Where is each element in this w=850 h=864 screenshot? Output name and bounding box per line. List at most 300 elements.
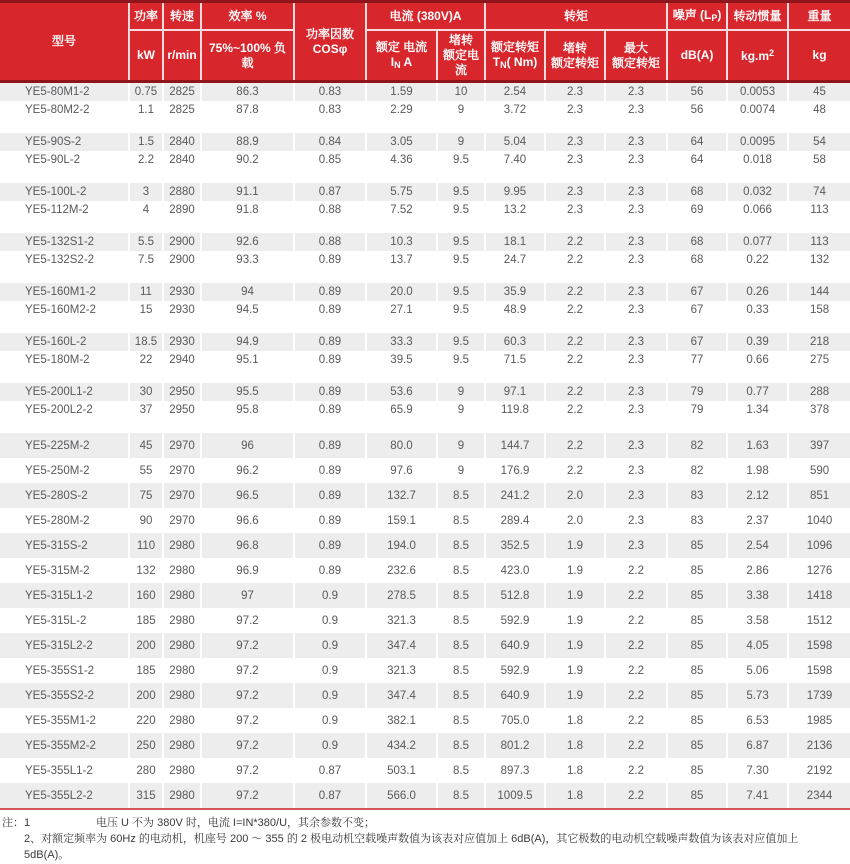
value-cell: 0.89	[295, 558, 367, 583]
value-cell: 2825	[164, 101, 202, 119]
value-cell: 3	[130, 183, 164, 201]
value-cell: 321.3	[367, 658, 438, 683]
value-cell: 37	[130, 401, 164, 419]
value-cell: 160	[130, 583, 164, 608]
model-cell: YE5-315M-2	[0, 558, 130, 583]
model-cell: YE5-355L1-2	[0, 758, 130, 783]
value-cell: 1.9	[546, 658, 606, 683]
value-cell: 5.5	[130, 233, 164, 251]
value-cell: 2.2	[546, 333, 606, 351]
model-cell: YE5-315L2-2	[0, 633, 130, 658]
value-cell: 2.2	[606, 783, 668, 808]
value-cell: 68	[668, 251, 728, 269]
value-cell: 378	[809, 404, 830, 416]
value-cell: 2980	[164, 733, 202, 758]
value-cell: 0.0053	[728, 83, 789, 101]
value-cell: 2880	[164, 183, 202, 201]
value-cell: 7.40	[486, 151, 546, 169]
model-cell: YE5-355L2-2	[0, 783, 130, 808]
model-cell: YE5-160M2-2	[0, 301, 130, 319]
model-cell: YE5-225M-2	[0, 433, 130, 458]
value-cell: 592.9	[486, 658, 546, 683]
value-cell: 75	[130, 483, 164, 508]
model-cell: YE5-112M-2	[0, 201, 130, 219]
value-cell: 67	[668, 301, 728, 319]
footnote-2	[2, 832, 844, 864]
model-cell: YE5-80M2-2	[0, 101, 130, 119]
value-cell: 434.2	[367, 733, 438, 758]
model-cell: YE5-355M1-2	[0, 708, 130, 733]
table-row	[0, 301, 850, 319]
col-header-locked-rotor-current: 堵转 额定电流	[438, 31, 486, 80]
model-cell: YE5-200L1-2	[0, 383, 130, 401]
value-cell: 2.3	[606, 301, 668, 319]
value-cell: 185	[130, 658, 164, 683]
value-cell: 397	[789, 433, 850, 458]
col-group-current: 电流 (380V)A	[367, 3, 486, 31]
value-cell: 9.5	[438, 183, 486, 201]
model-cell: YE5-355S2-2	[0, 683, 130, 708]
value-cell: 1096	[789, 533, 850, 558]
table-row	[0, 201, 850, 219]
value-cell: 97.1	[486, 383, 546, 401]
value-cell: 18.1	[486, 233, 546, 251]
col-group-torque: 转矩	[486, 3, 668, 31]
value-cell: 2.3	[546, 101, 606, 119]
unit-weight-kg: kg	[789, 31, 850, 80]
model-cell: YE5-180M-2	[0, 351, 130, 369]
value-cell: 11	[130, 283, 164, 301]
value-cell: 97.6	[367, 458, 438, 483]
table-row	[0, 283, 850, 301]
table-row	[0, 101, 850, 119]
value-cell: 13.2	[486, 201, 546, 219]
value-cell: 90	[130, 508, 164, 533]
value-cell: 91.8	[202, 201, 295, 219]
value-cell: 2.54	[486, 83, 546, 101]
row-group-spacer	[0, 419, 850, 433]
value-cell: 4.05	[728, 633, 789, 658]
col-header-speed: 转速	[164, 3, 202, 31]
value-cell: 0.032	[728, 183, 789, 201]
value-cell: 2.2	[606, 608, 668, 633]
footnote-1	[2, 816, 844, 832]
value-cell: 119.8	[486, 401, 546, 419]
value-cell: 2.2	[546, 433, 606, 458]
value-cell: 1512	[806, 614, 833, 627]
value-cell: 82	[668, 458, 728, 483]
value-cell: 87.8	[202, 101, 295, 119]
value-cell: 3.58	[728, 608, 789, 633]
value-cell: 56	[668, 83, 728, 101]
value-cell: 93.3	[202, 251, 295, 269]
col-header-power-factor: 功率因数 COSφ	[295, 3, 367, 80]
value-cell: 82	[668, 433, 728, 458]
value-cell: 0.87	[295, 758, 367, 783]
value-cell: 96	[202, 433, 295, 458]
value-cell: 2.3	[606, 133, 668, 151]
value-cell: 2.3	[606, 483, 668, 508]
table-row	[0, 183, 850, 201]
value-cell: 8.5	[438, 733, 486, 758]
value-cell: 1985	[806, 714, 833, 727]
value-cell: 2930	[164, 283, 202, 301]
value-cell: 0.89	[295, 251, 367, 269]
value-cell: 2.3	[606, 383, 668, 401]
value-cell: 0.89	[295, 508, 367, 533]
value-cell: 2136	[789, 733, 850, 758]
value-cell: 2.2	[606, 683, 668, 708]
footnote-2-prefix: 2、	[24, 832, 42, 845]
value-cell: 9	[438, 401, 486, 419]
value-cell: 85	[668, 558, 728, 583]
value-cell: 9.5	[438, 201, 486, 219]
value-cell: 1.8	[546, 733, 606, 758]
value-cell: 289.4	[486, 508, 546, 533]
value-cell: 2.2	[606, 733, 668, 758]
value-cell: 232.6	[367, 558, 438, 583]
value-cell: 9	[438, 133, 486, 151]
value-cell: 2.2	[606, 633, 668, 658]
value-cell: 6.53	[728, 708, 789, 733]
value-cell: 592.9	[486, 608, 546, 633]
value-cell: 9.5	[438, 283, 486, 301]
value-cell: 8.5	[438, 583, 486, 608]
value-cell: 0.89	[295, 351, 367, 369]
value-cell: 2.3	[606, 351, 668, 369]
value-cell: 132	[130, 558, 164, 583]
model-cell: YE5-315S-2	[0, 533, 130, 558]
unit-noise-dba: dB(A)	[668, 31, 728, 80]
value-cell: 95.8	[202, 401, 295, 419]
value-cell: 113	[810, 204, 829, 216]
value-cell: 85	[668, 758, 728, 783]
value-cell: 0.88	[295, 233, 367, 251]
value-cell: 1276	[806, 564, 833, 577]
value-cell: 68	[668, 233, 728, 251]
model-cell: YE5-355M2-2	[0, 733, 130, 758]
value-cell: 0.89	[295, 483, 367, 508]
value-cell: 2.2	[546, 383, 606, 401]
model-cell: YE5-132S1-2	[0, 233, 130, 251]
value-cell: 1.34	[728, 401, 789, 419]
value-cell: 8.5	[438, 508, 486, 533]
value-cell: 4	[130, 201, 164, 219]
value-cell: 2.2	[546, 458, 606, 483]
value-cell: 159.1	[367, 508, 438, 533]
value-cell: 2.3	[606, 458, 668, 483]
value-cell: 9.5	[438, 151, 486, 169]
model-cell: YE5-100L-2	[0, 183, 130, 201]
value-cell: 79	[668, 383, 728, 401]
value-cell: 8.5	[438, 658, 486, 683]
value-cell: 20.0	[367, 283, 438, 301]
value-cell: 1.63	[728, 433, 789, 458]
value-cell: 2.3	[606, 251, 668, 269]
value-cell: 851	[789, 483, 850, 508]
value-cell: 0.88	[295, 201, 367, 219]
value-cell: 8.5	[438, 758, 486, 783]
value-cell: 275	[809, 354, 830, 366]
unit-inertia-kgm2: $kg.m^2$	[728, 31, 789, 80]
value-cell: 71.5	[486, 351, 546, 369]
table-row	[0, 683, 850, 708]
row-group-spacer	[0, 369, 850, 383]
value-cell: 347.4	[367, 683, 438, 708]
value-cell: 9.5	[438, 351, 486, 369]
value-cell: 96.5	[202, 483, 295, 508]
value-cell: 2.2	[546, 251, 606, 269]
value-cell: 48.9	[486, 301, 546, 319]
value-cell: 55	[130, 458, 164, 483]
value-cell: 69	[668, 201, 728, 219]
value-cell: 2.3	[606, 201, 668, 219]
value-cell: 1.5	[130, 133, 164, 151]
value-cell: 321.3	[367, 608, 438, 633]
value-cell: 2980	[164, 533, 202, 558]
value-cell: 2.2	[606, 708, 668, 733]
value-cell: 0.66	[728, 351, 789, 369]
value-cell: 2970	[164, 508, 202, 533]
value-cell: 24.7	[486, 251, 546, 269]
table-row	[0, 383, 850, 401]
value-cell: 0.89	[295, 283, 367, 301]
value-cell: 94.9	[202, 333, 295, 351]
value-cell: 8.5	[438, 483, 486, 508]
value-cell: 15	[130, 301, 164, 319]
value-cell: 566.0	[367, 783, 438, 808]
table-row	[0, 583, 850, 608]
value-cell: 801.2	[486, 733, 546, 758]
value-cell: 250	[130, 733, 164, 758]
value-cell: 423.0	[486, 558, 546, 583]
table-row	[0, 351, 850, 369]
value-cell: 74	[789, 183, 850, 201]
value-cell: 347.4	[367, 633, 438, 658]
value-cell: 2.2	[546, 401, 606, 419]
value-cell: 64	[668, 151, 728, 169]
value-cell: 8.5	[438, 608, 486, 633]
value-cell: 45	[789, 83, 850, 101]
table-row	[0, 533, 850, 558]
table-row	[0, 83, 850, 101]
value-cell: 2900	[164, 233, 202, 251]
value-cell: 97.2	[202, 758, 295, 783]
value-cell: 1418	[789, 583, 850, 608]
value-cell: 96.8	[202, 533, 295, 558]
value-cell: 2.3	[546, 83, 606, 101]
value-cell: 18.5	[130, 333, 164, 351]
value-cell: 7.52	[367, 201, 438, 219]
value-cell: 352.5	[486, 533, 546, 558]
footnote-label: 注：1	[2, 817, 31, 829]
value-cell: 288	[789, 383, 850, 401]
value-cell: 3.38	[728, 583, 789, 608]
value-cell: 1.8	[546, 783, 606, 808]
value-cell: 2.3	[606, 401, 668, 419]
value-cell: 2.2	[546, 301, 606, 319]
value-cell: 97.2	[202, 633, 295, 658]
value-cell: 0.9	[295, 733, 367, 758]
value-cell: 58	[813, 154, 826, 166]
value-cell: 85	[668, 733, 728, 758]
table-row	[0, 151, 850, 169]
value-cell: 77	[668, 351, 728, 369]
value-cell: 1.8	[546, 758, 606, 783]
value-cell: 94.5	[202, 301, 295, 319]
table-row	[0, 458, 850, 483]
value-cell: 2.29	[367, 101, 438, 119]
table-row	[0, 333, 850, 351]
value-cell: 158	[809, 304, 830, 316]
value-cell: 1009.5	[486, 783, 546, 808]
value-cell: 241.2	[486, 483, 546, 508]
value-cell: 53.6	[367, 383, 438, 401]
value-cell: 194.0	[367, 533, 438, 558]
value-cell: 2.3	[606, 433, 668, 458]
table-header-row-1	[0, 3, 850, 31]
row-group-spacer	[0, 219, 850, 233]
value-cell: 5.04	[486, 133, 546, 151]
value-cell: 1739	[789, 683, 850, 708]
value-cell: 382.1	[367, 708, 438, 733]
value-cell: 8.5	[438, 683, 486, 708]
table-row	[0, 558, 850, 583]
value-cell: 2980	[164, 683, 202, 708]
value-cell: 1.1	[130, 101, 164, 119]
value-cell: 9	[438, 433, 486, 458]
value-cell: 640.9	[486, 633, 546, 658]
value-cell: 2.37	[728, 508, 789, 533]
value-cell: 64	[668, 133, 728, 151]
value-cell: 85	[668, 583, 728, 608]
value-cell: 132.7	[367, 483, 438, 508]
motor-spec-table	[0, 3, 850, 810]
value-cell: 92.6	[202, 233, 295, 251]
value-cell: 2980	[164, 758, 202, 783]
value-cell: 7.30	[728, 758, 789, 783]
value-cell: 13.7	[367, 251, 438, 269]
model-cell: YE5-90L-2	[0, 151, 130, 169]
value-cell: 9.5	[438, 333, 486, 351]
value-cell: 8.5	[438, 633, 486, 658]
col-header-power: 功率	[130, 3, 164, 31]
value-cell: 218	[789, 333, 850, 351]
value-cell: 39.5	[367, 351, 438, 369]
value-cell: 91.1	[202, 183, 295, 201]
value-cell: 60.3	[486, 333, 546, 351]
value-cell: 54	[789, 133, 850, 151]
value-cell: 2840	[164, 151, 202, 169]
value-cell: 8.5	[438, 708, 486, 733]
table-row	[0, 708, 850, 733]
value-cell: 4.36	[367, 151, 438, 169]
value-cell: 200	[130, 683, 164, 708]
value-cell: 0.89	[295, 433, 367, 458]
value-cell: 3.05	[367, 133, 438, 151]
value-cell: 2344	[789, 783, 850, 808]
value-cell: 9.5	[438, 251, 486, 269]
value-cell: 0.9	[295, 633, 367, 658]
value-cell: 2.3	[606, 283, 668, 301]
value-cell: 83	[668, 483, 728, 508]
value-cell: 85	[668, 533, 728, 558]
col-header-max-torque: 最大 额定转矩	[606, 31, 668, 80]
model-cell: YE5-90S-2	[0, 133, 130, 151]
value-cell: 85	[668, 783, 728, 808]
value-cell: 2980	[164, 608, 202, 633]
col-header-weight: 重量	[789, 3, 850, 31]
value-cell: 0.066	[728, 201, 789, 219]
value-cell: 2970	[164, 458, 202, 483]
value-cell: 80.0	[367, 433, 438, 458]
value-cell: 2.0	[546, 483, 606, 508]
value-cell: 1598	[806, 664, 833, 677]
value-cell: 0.0074	[728, 101, 789, 119]
value-cell: 2950	[164, 401, 202, 419]
value-cell: 2840	[164, 133, 202, 151]
value-cell: 33.3	[367, 333, 438, 351]
value-cell: 1.9	[546, 683, 606, 708]
value-cell: 97.2	[202, 683, 295, 708]
value-cell: 30	[130, 383, 164, 401]
value-cell: 2.3	[546, 151, 606, 169]
value-cell: 144.7	[486, 433, 546, 458]
value-cell: 2970	[164, 433, 202, 458]
value-cell: 2.3	[606, 101, 668, 119]
value-cell: 1.9	[546, 633, 606, 658]
value-cell: 1598	[789, 633, 850, 658]
value-cell: 0.89	[295, 458, 367, 483]
value-cell: 2.0	[546, 508, 606, 533]
value-cell: 97.2	[202, 608, 295, 633]
value-cell: 512.8	[486, 583, 546, 608]
footnote-1-text: 电压 U 不为 380V 时，电流 I=IN*380/U，其余参数不变；	[96, 817, 376, 829]
value-cell: 3.72	[486, 101, 546, 119]
value-cell: 1.9	[546, 608, 606, 633]
value-cell: 0.89	[295, 401, 367, 419]
value-cell: 67	[668, 283, 728, 301]
value-cell: 113	[789, 233, 850, 251]
table-row	[0, 508, 850, 533]
footnotes	[0, 810, 850, 864]
value-cell: 1.8	[546, 708, 606, 733]
value-cell: 85	[668, 683, 728, 708]
value-cell: 0.75	[130, 83, 164, 101]
value-cell: 1.9	[546, 533, 606, 558]
footnote-2-text: 对额定频率为 60Hz 的电动机，机座号 200 ～ 355 的 2 极电动机空载噪声数值为该表对应值加上 6dB(A)，其它极数的电动机空载噪声数值为该表对应值加上 5dB(A)。	[24, 832, 799, 861]
value-cell: 27.1	[367, 301, 438, 319]
value-cell: 94	[202, 283, 295, 301]
model-cell: YE5-160L-2	[0, 333, 130, 351]
value-cell: 200	[130, 633, 164, 658]
value-cell: 1.9	[546, 558, 606, 583]
value-cell: 67	[668, 333, 728, 351]
col-header-rated-torque: 额定转矩 $T_N$( Nm)	[486, 31, 546, 80]
model-cell: YE5-315L-2	[0, 608, 130, 633]
table-row	[0, 658, 850, 683]
value-cell: 6.87	[728, 733, 789, 758]
value-cell: 2.86	[728, 558, 789, 583]
value-cell: 8.5	[438, 558, 486, 583]
value-cell: 2.3	[606, 533, 668, 558]
value-cell: 2.3	[606, 183, 668, 201]
value-cell: 0.77	[728, 383, 789, 401]
value-cell: 0.9	[295, 708, 367, 733]
value-cell: 2.2	[546, 351, 606, 369]
unit-efficiency-load: 75%~100% 负载	[202, 31, 295, 80]
value-cell: 2950	[164, 383, 202, 401]
